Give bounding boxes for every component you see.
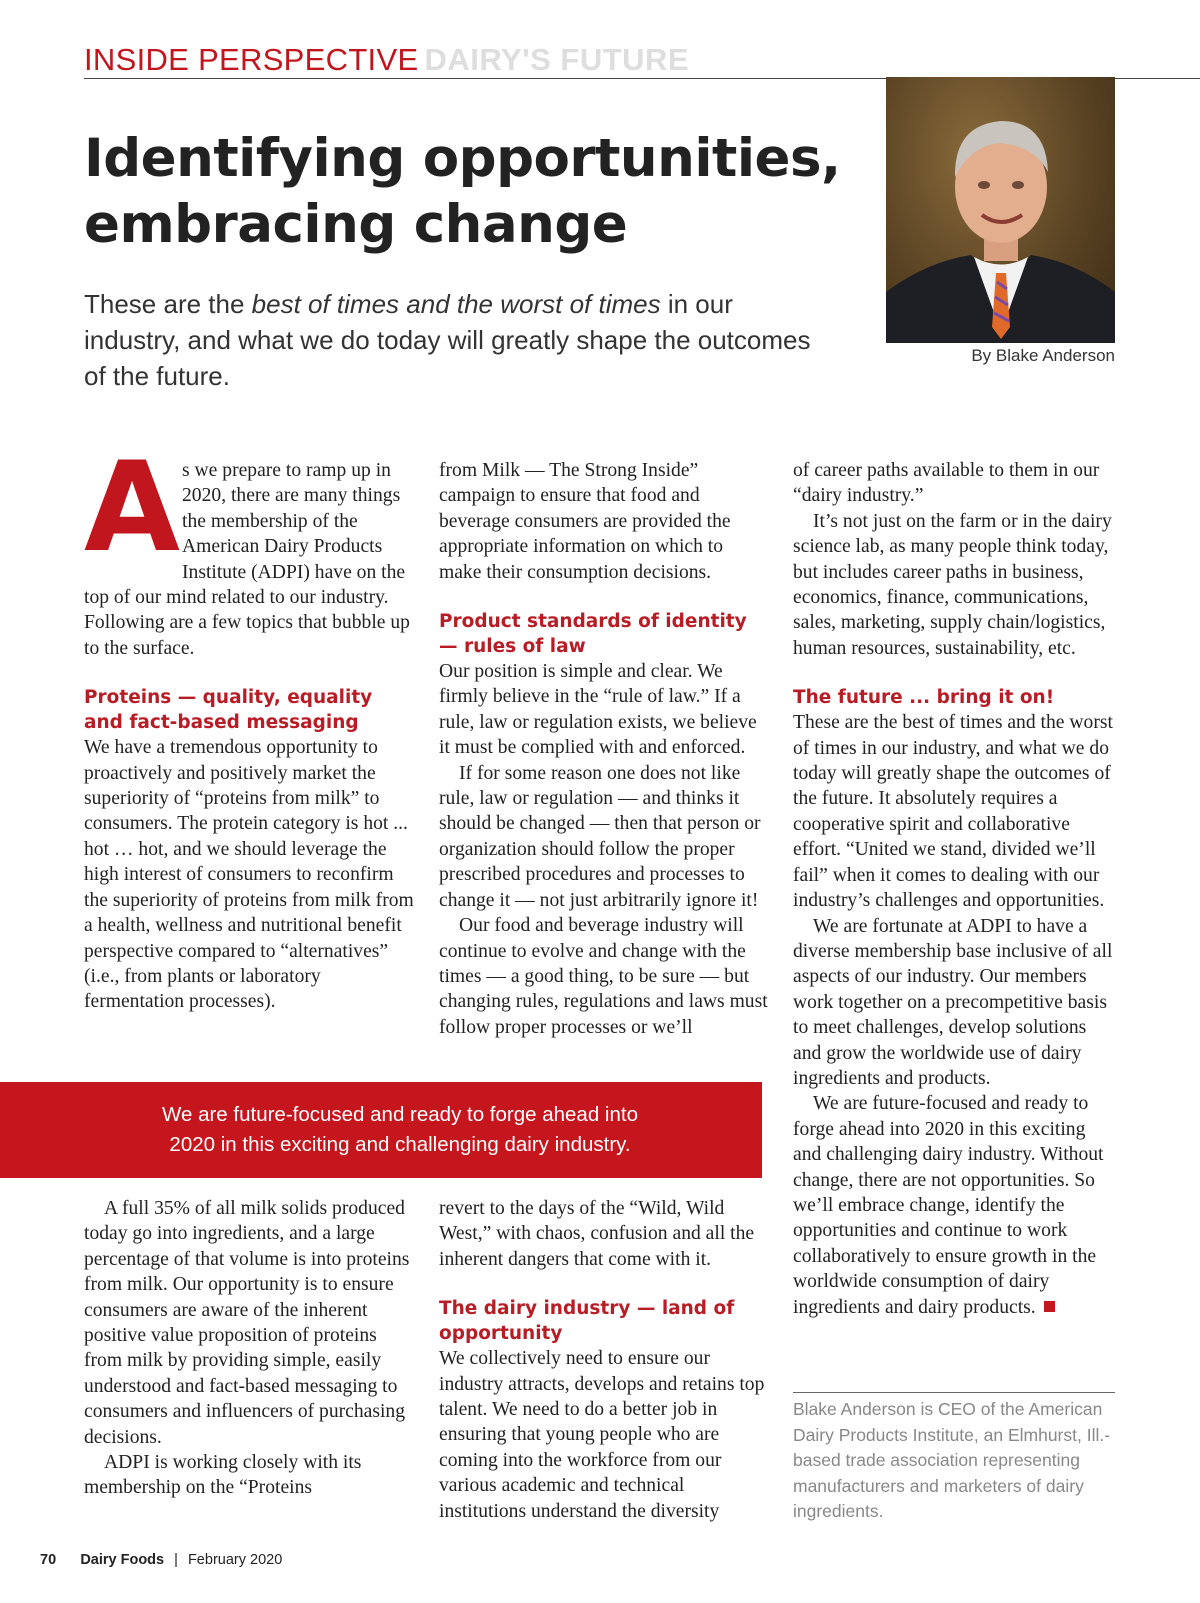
evolve-paragraph: Our food and beverage industry will continue to evolve and change with the times — a good thing, to be sure — but changing rules, regulations and laws must follow proper processes or we’ll: [439, 915, 768, 1038]
subhead-future: The future ... bring it on!: [793, 687, 1055, 709]
magazine-name: Dairy Foods: [80, 1552, 165, 1568]
subhead-standards: Product standards of identity — rules of law: [439, 611, 747, 658]
footer-separator: |: [174, 1552, 178, 1568]
adpi-paragraph: ADPI is working closely with its membership on the “Proteins: [84, 1452, 362, 1499]
section-header: [84, 42, 1200, 79]
wild-west-paragraph: revert to the days of the “Wild, Wild West,” with chaos, confusion and all the inherent dangers that come with it.: [439, 1198, 755, 1270]
column-3: [793, 458, 1115, 1320]
section-label: INSIDE PERSPECTIVE: [84, 42, 419, 77]
closing-paragraph: [793, 1091, 1115, 1320]
career-paths-paragraph: of career paths available to them in our “dairy industry.”: [793, 460, 1100, 507]
campaign-paragraph: from Milk — The Strong Inside” campaign to ensure that food and beverage consumers are provided the appropriate information on which to make their consumption decisions.: [439, 460, 731, 583]
pull-quote-line-2: 2020 in this exciting and challenging dairy industry.: [169, 1133, 631, 1156]
rule-paragraph: If for some reason one does not like rule, law or regulation — and thinks it should be changed — then that person or organization should follow the proper prescribed procedures and processes to change it — not just arbitrarily ignore it!: [439, 762, 761, 911]
headline-line-1: Identifying opportunities,: [84, 128, 841, 189]
byline: By Blake Anderson: [971, 346, 1115, 365]
intro-paragraph: s we prepare to ramp up in 2020, there are many things the membership of the American Dairy Products Institute (ADPI) have on the top of our mind related to our industry. Following are a few topics that bubble up to the surface.: [84, 460, 410, 659]
subhead-proteins: Proteins — quality, equality and fact-based messaging: [84, 687, 373, 734]
closing-text: We are future-focused and ready to forge ahead into 2020 in this exciting and challenging dairy industry. Without change, there are not opportunities. So we’ll embrace change, identify the opportunities and continue to work collaboratively to ensure growth in the worldwide consumption of dairy ingredients and dairy products.: [793, 1093, 1104, 1318]
pull-quote: [0, 1100, 800, 1160]
column-1-top: [84, 436, 414, 1015]
article-deck: [84, 286, 824, 394]
deck-text-start: These are the: [84, 289, 252, 319]
column-2-top: [439, 458, 769, 1040]
page-footer: [40, 1552, 282, 1568]
article-headline: [84, 126, 844, 258]
headline-line-2: embracing change: [84, 194, 628, 255]
column-1-bottom: [84, 1196, 414, 1501]
membership-paragraph: We are fortunate at ADPI to have a diverse membership base inclusive of all aspects of our industry. Our members work together on a precompetitive basis to meet challenges, develop solutions and grow the worldwide use of dairy ingredients and products.: [793, 915, 1113, 1089]
position-paragraph: Our position is simple and clear. We firmly believe in the “rule of law.” If a rule, law or regulation exists, we believe it must be complied with and enforced.: [439, 661, 757, 759]
author-portrait-illustration: [886, 77, 1115, 343]
drop-cap: A: [84, 436, 180, 580]
page-number: 70: [40, 1552, 57, 1568]
farm-paragraph: It’s not just on the farm or in the dairy science lab, as many people think today, but includes career paths in business, economics, finance, communications, sales, marketing, supply chain/logistics, human resources, sustainability, etc.: [793, 510, 1112, 659]
subhead-dairy-industry: The dairy industry — land of opportunity: [439, 1298, 735, 1345]
pull-quote-line-1: We are future-focused and ready to forge ahead into: [162, 1103, 638, 1126]
author-bio: Blake Anderson is CEO of the American Dairy Products Institute, an Elmhurst, Ill.-based trade association representing manufacturers and marketers of dairy ingredients.: [793, 1399, 1111, 1521]
talent-paragraph: We collectively need to ensure our industry attracts, develops and retains top talent. We need to do a better job in ensuring that young people who are coming into the workforce from our various academic and technical institutions understand the diversity: [439, 1348, 765, 1522]
deck-text-italic: best of times and the worst of times: [251, 289, 661, 319]
bio-divider: [793, 1392, 1115, 1393]
deck-text-end: in our industry, and what we do today will greatly shape the outcomes of the future.: [84, 289, 811, 391]
best-of-times-paragraph: These are the best of times and the worst of times in our industry, and what we do today will greatly shape the outcomes of the future. It absolutely requires a cooperative spirit and collaborative effort. “United we stand, divided we’ll fail” when it comes to dealing with our industry’s challenges and opportunities.: [793, 712, 1113, 912]
proteins-paragraph: We have a tremendous opportunity to proactively and positively market the superiority of “proteins from milk” to consumers. The protein category is hot ... hot … hot, and we should leverage the high interest of consumers to reconfirm the superiority of proteins from milk from a health, wellness and nutritional benefit perspective compared to “alternatives” (i.e., from plants or laboratory fermentation processes).: [84, 737, 414, 1013]
milk-solids-paragraph: A full 35% of all milk solids produced today go into ingredients, and a large percentage of that volume is into proteins from milk. Our opportunity is to ensure consumers are aware of the inherent positive value proposition of proteins from milk by providing simple, easily understood and fact-based messaging to consumers and influencers of purchasing decisions.: [84, 1198, 410, 1448]
issue-date: February 2020: [187, 1552, 283, 1568]
section-topic: DAIRY'S FUTURE: [424, 42, 690, 77]
end-mark-icon: [1044, 1301, 1055, 1312]
author-photo: [886, 77, 1115, 343]
column-2-bottom: [439, 1196, 769, 1524]
